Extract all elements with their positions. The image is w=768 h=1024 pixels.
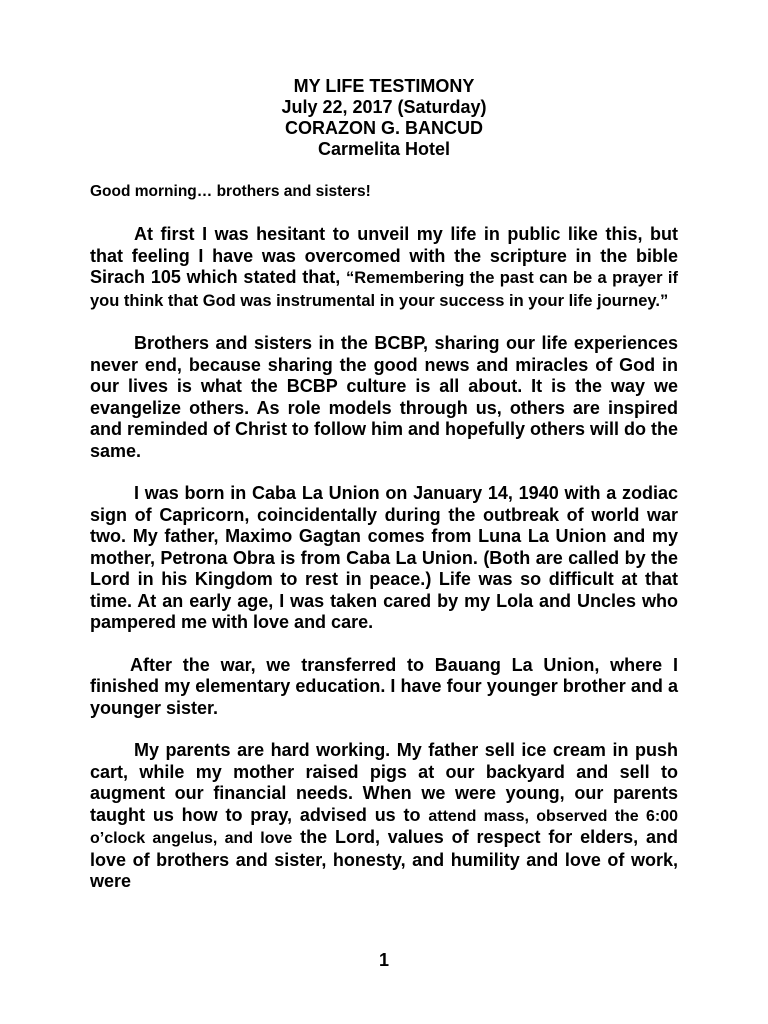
paragraph-5-text-b: attend mass, observed the 6:00 o’clock angelus, and love [90, 807, 678, 847]
paragraph-3: I was born in Caba La Union on January 14, 1940 with a zodiac sign of Capricorn, coincidentally during the outbreak of world war two. My father, Maximo Gagtan comes from Luna La Union and my mother, Petrona Obra is from Caba La Union. (Both are called by the Lord in his Kingdom to rest in peace.) Life was so difficult at that time. At an early age, I was taken cared by my Lola and Uncles who pampered me with love and care. [90, 483, 678, 632]
paragraph-5 [90, 740, 678, 893]
paragraph-1-text: At first I was hesitant to unveil my life in public like this, but that feeling I have was overcomed with the scripture in the bible Sirach 105 which stated that, [90, 224, 678, 287]
venue-name: Carmelita Hotel [317, 139, 451, 159]
sirach-quote: “Remembering the past can be a prayer if you think that God was instrumental in your success in your life journey.” [90, 269, 678, 310]
paragraph-1 [90, 224, 678, 312]
document-header [0, 76, 768, 160]
paragraph-2: Brothers and sisters in the BCBP, sharing our life experiences never end, because sharing the good news and miracles of God in our lives is what the BCBP culture is all about. It is the way we evangelize others. As role models through us, others are inspired and reminded of Christ to follow him and hopefully others will do the same. [90, 333, 679, 461]
paragraph-5-text-c: the Lord, values of respect for elders, and love of brothers and sister, honesty, and humility and love of work, were [90, 827, 678, 891]
paragraph-4: After the war, we transferred to Bauang La Union, where I finished my elementary education. I have four younger brother and a younger sister. [90, 654, 678, 718]
greeting: Good morning… brothers and sisters! [90, 183, 371, 200]
page-number: 1 [378, 950, 389, 970]
document-body [90, 181, 678, 893]
paragraph-5-text-a: My parents are hard working. My father sell ice cream in push cart, while my mother raised pigs at our backyard and sell to augment our financial needs. When we were young, our parents taught us how to pray, advised us to [90, 740, 678, 825]
speaker-name: CORAZON G. BANCUD [285, 118, 483, 138]
document-date: July 22, 2017 (Saturday) [281, 97, 487, 117]
document-title: MY LIFE TESTIMONY [293, 76, 475, 96]
